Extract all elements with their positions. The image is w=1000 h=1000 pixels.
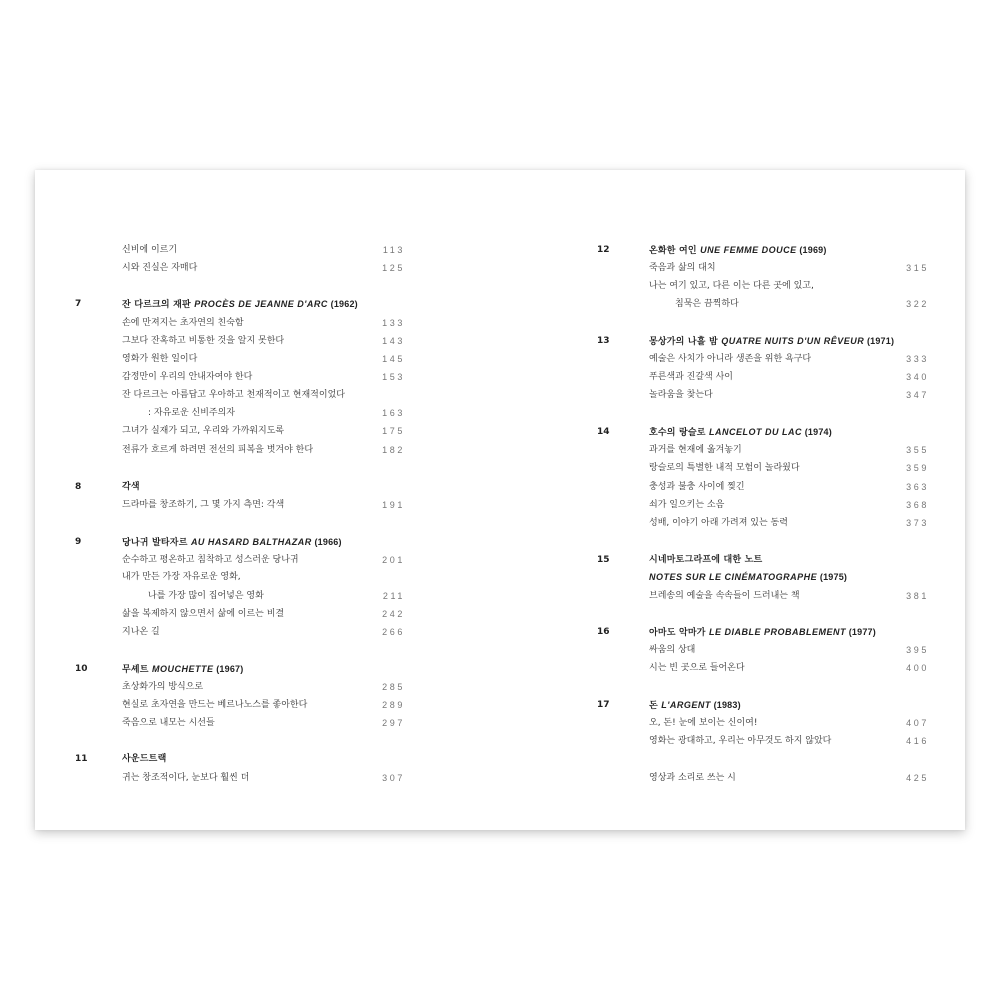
chapter-title bbox=[122, 660, 243, 679]
chapter-title-korean: 각색 bbox=[122, 482, 140, 492]
toc-entry-title: 드라마를 창조하기, 그 몇 가지 측면: 각색 bbox=[122, 500, 285, 510]
chapter-title-original: L'ARGENT bbox=[661, 700, 711, 710]
toc-entry-title: 현실로 초자연을 만드는 베르나노스를 좋아한다 bbox=[122, 700, 308, 710]
chapter-title-korean: 몽상가의 나흘 밤 bbox=[649, 337, 722, 347]
chapter-title bbox=[122, 478, 140, 496]
chapter-title-original: MOUCHETTE bbox=[152, 664, 214, 674]
toc-page-number: 113 bbox=[382, 245, 405, 255]
chapter-title bbox=[649, 696, 741, 715]
toc-entry-title: 예술은 사치가 아니라 생존을 위한 욕구다 bbox=[649, 354, 812, 364]
chapter-title-korean: 잔 다르크의 재판 bbox=[122, 300, 195, 310]
toc-page-number: 125 bbox=[382, 263, 405, 273]
toc-page-number: 266 bbox=[382, 627, 405, 637]
toc-entry-title: 시와 진실은 자매다 bbox=[122, 263, 198, 273]
chapter-title bbox=[122, 750, 166, 768]
toc-page-number: 285 bbox=[382, 682, 405, 692]
toc-entry-title: 성배, 이야기 아래 가려져 있는 동력 bbox=[649, 518, 788, 528]
chapter-number: 17 bbox=[597, 700, 610, 710]
chapter-title-korean: 온화한 여인 bbox=[649, 246, 701, 256]
toc-page-number: 242 bbox=[382, 609, 405, 619]
toc-entry-title: 귀는 창조적이다, 눈보다 훨씬 더 bbox=[122, 773, 250, 783]
toc-page-number: 347 bbox=[906, 390, 929, 400]
chapter-title bbox=[122, 533, 342, 552]
chapter-title bbox=[649, 623, 876, 642]
chapter-title bbox=[649, 241, 827, 260]
toc-entry-title: 싸움의 상대 bbox=[649, 645, 696, 655]
chapter-title-korean: 당나귀 발타자르 bbox=[122, 538, 191, 548]
chapter-number: 9 bbox=[75, 537, 82, 547]
chapter-title-original: NOTES SUR LE CINÉMATOGRAPHE bbox=[649, 572, 818, 582]
toc-entry-title: 나는 여기 있고, 다른 이는 다른 곳에 있고, bbox=[649, 281, 814, 291]
book-spread bbox=[35, 170, 965, 830]
toc-entry-title: 삶을 복제하지 않으면서 삶에 이르는 비결 bbox=[122, 609, 285, 619]
toc-entry-title: 시는 빈 곳으로 들어온다 bbox=[649, 663, 745, 673]
chapter-year: (1971) bbox=[864, 336, 895, 346]
chapter-title-korean: 호수의 랑슬로 bbox=[649, 428, 710, 438]
toc-page-number: 425 bbox=[906, 773, 929, 783]
chapter-year: (1983) bbox=[710, 700, 741, 710]
chapter-number: 13 bbox=[597, 336, 610, 346]
toc-entry-title: 죽음과 삶의 대치 bbox=[649, 263, 716, 273]
toc-entry-title: 랑슬로의 특별한 내적 모험이 놀라웠다 bbox=[649, 463, 800, 473]
chapter-title-original: AU HASARD BALTHAZAR bbox=[190, 537, 312, 547]
chapter-title bbox=[122, 295, 358, 314]
toc-entry-title: 죽음으로 내모는 시선들 bbox=[122, 718, 215, 728]
toc-entry-title: : 자유로운 신비주의자 bbox=[148, 408, 236, 418]
toc-entry-title: 그보다 잔혹하고 비통한 것을 알지 못한다 bbox=[122, 336, 285, 346]
toc-entry-title: 영화는 광대하고, 우리는 아무것도 하지 않았다 bbox=[649, 736, 832, 746]
chapter-title bbox=[649, 423, 832, 442]
toc-page-number: 315 bbox=[906, 263, 929, 273]
toc-page-number: 289 bbox=[382, 700, 405, 710]
toc-entry-title: 놀라움을 찾는다 bbox=[649, 390, 713, 400]
toc-entry-title: 오, 돈! 눈에 보이는 신이여! bbox=[649, 718, 758, 728]
toc-entry-title: 감정만이 우리의 안내자여야 한다 bbox=[122, 372, 253, 382]
chapter-title-original: QUATRE NUITS D'UN RÊVEUR bbox=[721, 336, 865, 346]
toc-page-number: 368 bbox=[906, 500, 929, 510]
toc-page-number: 322 bbox=[906, 299, 929, 309]
toc-page-number: 363 bbox=[906, 482, 929, 492]
toc-page-number: 333 bbox=[906, 354, 929, 364]
chapter-number: 12 bbox=[597, 245, 610, 255]
toc-page-number: 407 bbox=[906, 718, 929, 728]
toc-page-number: 191 bbox=[382, 500, 405, 510]
toc-entry-title: 충성과 불충 사이에 찢긴 bbox=[649, 482, 745, 492]
chapter-title bbox=[649, 551, 762, 569]
toc-entry-title: 쇠가 일으키는 소음 bbox=[649, 500, 725, 510]
toc-entry-title: 과거를 현재에 옮겨놓기 bbox=[649, 445, 742, 455]
toc-entry-title: 순수하고 평온하고 침착하고 성스러운 당나귀 bbox=[122, 555, 299, 565]
toc-page-number: 133 bbox=[382, 318, 405, 328]
toc-page-number: 163 bbox=[382, 408, 405, 418]
toc-entry-title: 영화가 원한 일이다 bbox=[122, 354, 198, 364]
chapter-title-korean: 무셰트 bbox=[122, 665, 153, 675]
chapter-title-original: PROCÈS DE JEANNE D'ARC bbox=[194, 299, 328, 309]
toc-entry-title: 잔 다르크는 아름답고 우아하고 천재적이고 현재적이었다 bbox=[122, 390, 345, 400]
chapter-year: (1966) bbox=[311, 537, 342, 547]
toc-page-number: 416 bbox=[906, 736, 929, 746]
toc-page-number: 201 bbox=[382, 555, 405, 565]
chapter-number: 15 bbox=[597, 555, 610, 565]
toc-entry-title: 손에 만져지는 초자연의 친숙함 bbox=[122, 318, 244, 328]
toc-page-number: 297 bbox=[382, 718, 405, 728]
toc-entry-title: 지나온 길 bbox=[122, 627, 160, 637]
chapter-number: 11 bbox=[75, 754, 88, 764]
chapter-year: (1975) bbox=[817, 572, 848, 582]
toc-entry-title: 전류가 흐르게 하려면 전선의 피복을 벗겨야 한다 bbox=[122, 445, 314, 455]
toc-page-number: 307 bbox=[382, 773, 405, 783]
toc-entry-title: 푸른색과 진갈색 사이 bbox=[649, 372, 733, 382]
chapter-year: (1962) bbox=[327, 299, 358, 309]
toc-entry-title: 초상화가의 방식으로 bbox=[122, 682, 204, 692]
chapter-number: 16 bbox=[597, 627, 610, 637]
chapter-year: (1977) bbox=[846, 627, 876, 637]
chapter-year: (1974) bbox=[802, 427, 832, 437]
toc-page-number: 182 bbox=[382, 445, 405, 455]
chapter-title bbox=[649, 332, 894, 351]
chapter-year: (1967) bbox=[213, 664, 244, 674]
toc-entry-title: 영상과 소리로 쓰는 시 bbox=[649, 773, 736, 783]
toc-page-number: 211 bbox=[382, 591, 405, 601]
toc-entry-title: 침묵은 끔찍하다 bbox=[675, 299, 739, 309]
toc-page-number: 381 bbox=[906, 591, 929, 601]
chapter-number: 8 bbox=[75, 482, 82, 492]
toc-entry-title: 그녀가 실재가 되고, 우리와 가까워지도록 bbox=[122, 426, 285, 436]
chapter-title-korean: 아마도 악마가 bbox=[649, 628, 710, 638]
chapter-title-korean: 돈 bbox=[649, 701, 662, 711]
chapter-title-original: UNE FEMME DOUCE bbox=[700, 245, 797, 255]
toc-page-number: 373 bbox=[906, 518, 929, 528]
toc-page-number: 355 bbox=[906, 445, 929, 455]
toc-page-number: 143 bbox=[382, 336, 405, 346]
chapter-number: 10 bbox=[75, 664, 88, 674]
chapter-number: 14 bbox=[597, 427, 610, 437]
chapter-title-original: LANCELOT DU LAC bbox=[709, 427, 803, 437]
toc-page-number: 340 bbox=[906, 372, 929, 382]
toc-page-number: 359 bbox=[906, 463, 929, 473]
chapter-title-original: LE DIABLE PROBABLEMENT bbox=[709, 627, 847, 637]
toc-entry-title: 신비에 이르기 bbox=[122, 245, 178, 255]
chapter-number: 7 bbox=[75, 299, 82, 309]
toc-page-number: 175 bbox=[382, 426, 405, 436]
toc-entry-title: 브레송의 예술을 속속들이 드러내는 책 bbox=[649, 591, 800, 601]
chapter-title bbox=[649, 568, 847, 587]
toc-page-number: 400 bbox=[906, 663, 929, 673]
chapter-title-korean: 시네마토그라프에 대한 노트 bbox=[649, 555, 763, 565]
toc-entry-title: 나를 가장 많이 집어넣은 영화 bbox=[148, 591, 264, 601]
chapter-year: (1969) bbox=[796, 245, 827, 255]
toc-entry-title: 내가 만든 가장 자유로운 영화, bbox=[122, 572, 241, 582]
toc-page-number: 153 bbox=[382, 372, 405, 382]
toc-page-number: 145 bbox=[382, 354, 405, 364]
toc-page-number: 395 bbox=[906, 645, 929, 655]
chapter-title-korean: 사운드트랙 bbox=[122, 754, 167, 764]
